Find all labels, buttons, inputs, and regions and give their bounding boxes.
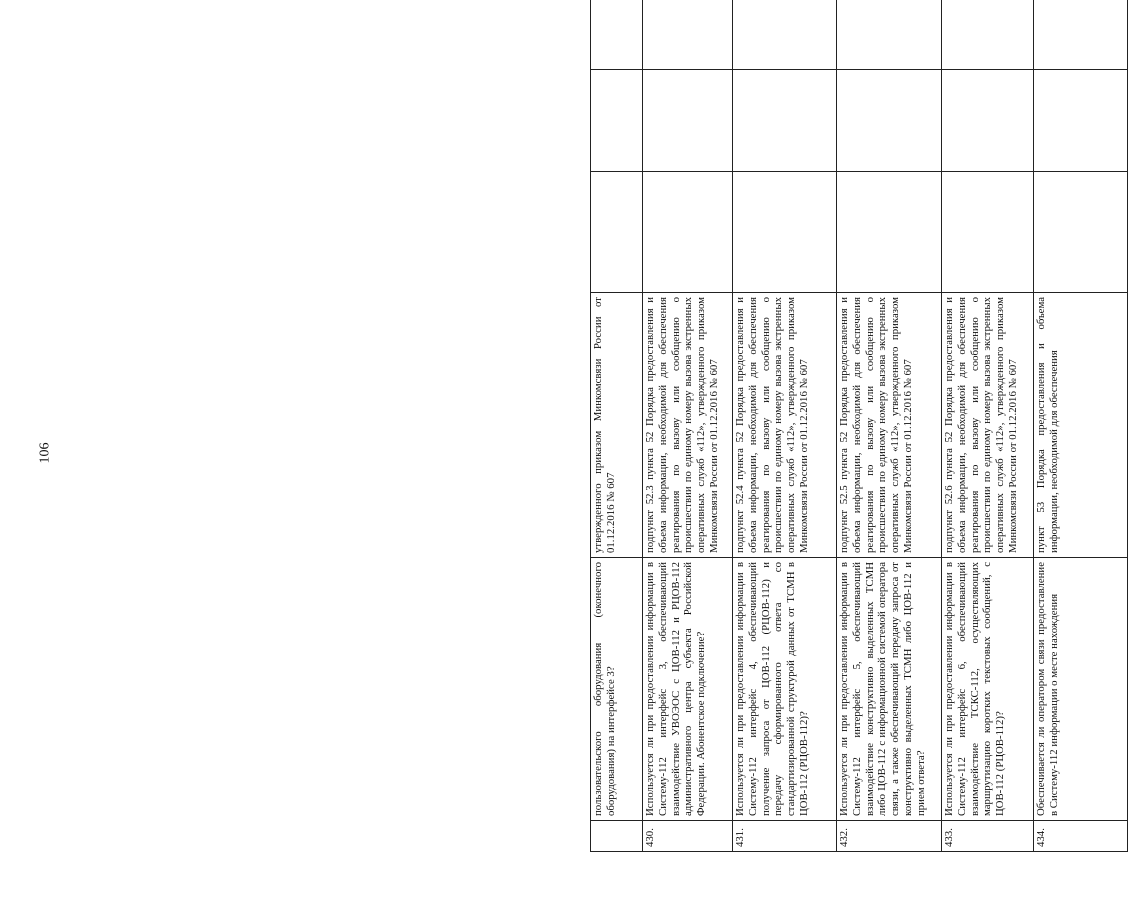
item-number: 431. [733,821,837,852]
page-number: 106 [37,442,53,464]
rotated-table-container [590,29,1112,852]
answer-cell [733,0,837,70]
reference-cell: подпункт 52.4 пункта 52 Порядка предоставления и объема информации, необходимой для обеспечения реагирования по вызову или сообщению о происшествии по единому номеру вызова экстренных оперативных служб «112», утвержденного приказом Минкомсвязи России от 01.12.2016 № 607 [733,293,837,558]
answer-cell [591,70,643,172]
item-number: 433. [942,821,1034,852]
table-row [1034,0,1128,852]
answer-cell [1034,0,1128,70]
answer-cell [1034,172,1128,293]
reference-cell: утвержденного приказом Минкомсвязи России от 01.12.2016 № 607 [591,293,643,558]
item-number: 434. [1034,821,1128,852]
answer-cell [591,0,643,70]
answer-cell [837,0,942,70]
table-row [643,0,733,852]
question-cell: Используется ли при предоставлении информации в Систему-112 интерфейс 3, обеспечивающий взаимодействие УВОЭОС с ЦОВ-112 и РЦОВ-112 административного центра субъекта Российской Федерации. Абонентское подключение? [643,558,733,821]
answer-cell [942,0,1034,70]
answer-cell [591,172,643,293]
question-cell: Обеспечивается ли оператором связи предоставление в Систему-112 информации о месте нахождения [1034,558,1128,821]
question-cell: Используется ли при предоставлении информации в Систему-112 интерфейс 4, обеспечивающий получение запроса от ЦОВ-112 (РЦОВ-112) и передачу сформированного ответа со стандартизированной структурой данных от ТСМН в ЦОВ-112 (РЦОВ-112)? [733,558,837,821]
question-cell: Используется ли при предоставлении информации в Систему-112 интерфейс 5, обеспечивающий взаимодействие конструктивно выделенных ТСМН либо ЦОВ-112 с информационной системой оператора связи, а также обеспечивающий передачу запроса от конструктивно выделенных ТСМН либо ЦОВ-112 и прием ответа? [837,558,942,821]
reference-cell: подпункт 52.3 пункта 52 Порядка предоставления и объема информации, необходимой для обеспечения реагирования по вызову или сообщению о происшествии по единому номеру вызова экстренных оперативных служб «112», утвержденного приказом Минкомсвязи России от 01.12.2016 № 607 [643,293,733,558]
answer-cell [837,70,942,172]
reference-cell: пункт 53 Порядка предоставления и объема информации, необходимой для обеспечения [1034,293,1128,558]
reference-cell: подпункт 52.6 пункта 52 Порядка предоставления и объема информации, необходимой для обеспечения реагирования по вызову или сообщению о происшествии по единому номеру вызова экстренных оперативных служб «112», утвержденного приказом Минкомсвязи России от 01.12.2016 № 607 [942,293,1034,558]
answer-cell [1034,70,1128,172]
answer-cell [643,172,733,293]
question-cell: пользовательского оборудования (оконечного оборудования) на интерфейсе 3? [591,558,643,821]
answer-cell [643,70,733,172]
table-row [837,0,942,852]
table-row [591,0,643,852]
answer-cell [733,70,837,172]
reference-cell: подпункт 52.5 пункта 52 Порядка предоставления и объема информации, необходимой для обеспечения реагирования по вызову или сообщению о происшествии по единому номеру вызова экстренных оперативных служб «112», утвержденного приказом Минкомсвязи России от 01.12.2016 № 607 [837,293,942,558]
item-number [591,821,643,852]
item-number: 432. [837,821,942,852]
answer-cell [942,70,1034,172]
answer-cell [733,172,837,293]
answer-cell [942,172,1034,293]
question-cell: Используется ли при предоставлении информации в Систему-112 интерфейс 6, обеспечивающий взаимодействие ТСКС-112, осуществляющих маршрутизацию коротких текстовых сообщений, с ЦОВ-112 (РЦОВ-112)? [942,558,1034,821]
answer-cell [643,0,733,70]
table-row [942,0,1034,852]
answer-cell [837,172,942,293]
checklist-table [590,0,1128,852]
item-number: 430. [643,821,733,852]
table-row [733,0,837,852]
